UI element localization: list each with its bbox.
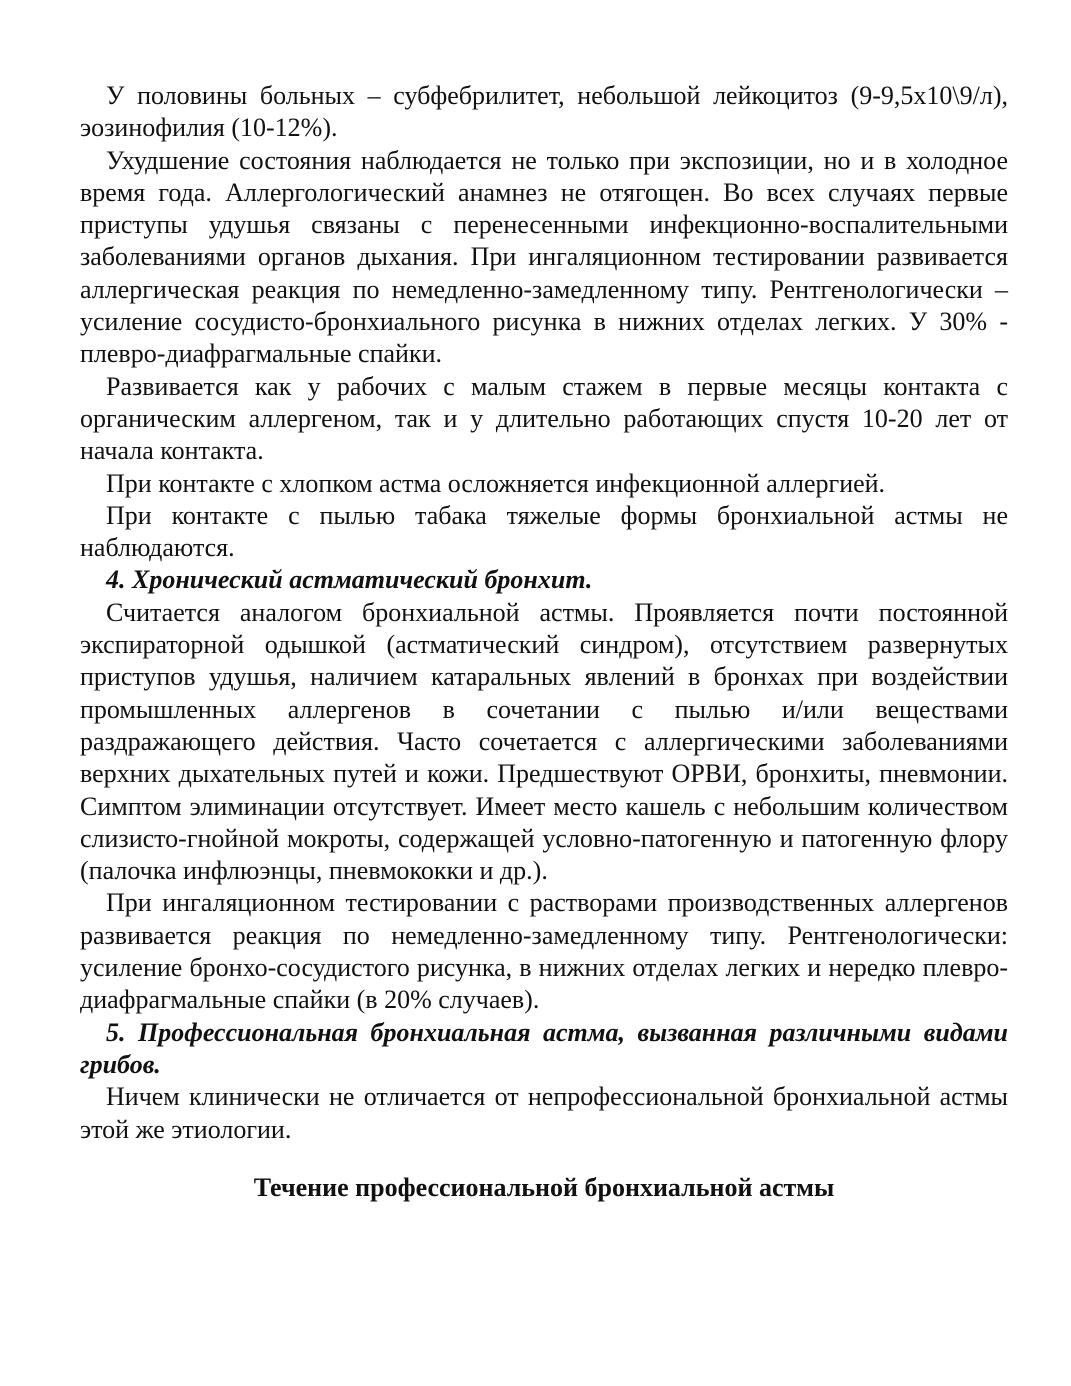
paragraph-bronchitis-testing: При ингаляционном тестировании с растворами производственных аллергенов развивается реакция по немедленно-замедленному типу. Рентгенологически: усиление бронхо-сосудистого рисунка, в нижних отделах легких и нередко плевро-диафрагмальные спайки (в 20% случаев). — [80, 888, 1008, 1015]
paragraph-fungal-asthma: Ничем клинически не отличается от непрофессиональной бронхиальной астмы этой же этиологии. — [80, 1082, 1008, 1144]
paragraph-cotton: При контакте с хлопком астма осложняется инфекционной аллергией. — [106, 468, 886, 498]
section-heading-4: 4. Хронический астматический бронхит. — [106, 565, 593, 595]
paragraph-worsening: Ухудшение состояния наблюдается не только при экспозиции, но и в холодное время года. Аллергологический анамнез не отягощен. Во всех случаях первые приступы удушья связаны с перенесенными инфекционно-воспалительными заболеваниями органов дыхания. При ингаляционном тестировании развивается аллергическая реакция по немедленно-замедленному типу. Рентгенологически – усиление сосудисто-бронхиального рисунка в нижних отделах легких. У 30% - плевро-диафрагмальные спайки. — [80, 145, 1008, 369]
paragraph-onset: Развивается как у рабочих с малым стажем в первые месяцы контакта с органическим аллергеном, так и у длительно работающих спустя 10-20 лет от начала контакта. — [80, 371, 1008, 466]
section-heading-5: 5. Профессиональная бронхиальная астма, вызванная различными видами грибов. — [80, 1017, 1008, 1079]
document-page — [80, 80, 1008, 1204]
paragraph-bronchitis-description: Считается аналогом бронхиальной астмы. Проявляется почти постоянной экспираторной одышкой (астматический синдром), отсутствием развернутых приступов удушья, наличием катаральных явлений в бронхах при воздействии промышленных аллергенов в сочетании с пылью и/или веществами раздражающего действия. Часто сочетается с аллергическими заболеваниями верхних дыхательных путей и кожи. Предшествуют ОРВИ, бронхиты, пневмонии. Симптом элиминации отсутствует. Имеет место кашель с небольшим количеством слизисто-гнойной мокроты, содержащей условно-патогенную и патогенную флору (палочка инфлюэнцы, пневмококки и др.). — [80, 597, 1008, 886]
paragraph-fever: У половины больных – субфебрилитет, небольшой лейкоцитоз (9-9,5х10\9/л), эозинофилия (10-12%). — [80, 81, 1008, 143]
section-title-course: Течение профессиональной бронхиальной астмы — [253, 1172, 835, 1202]
paragraph-tobacco: При контакте с пылью табака тяжелые формы бронхиальной астмы не наблюдаются. — [80, 500, 1008, 563]
